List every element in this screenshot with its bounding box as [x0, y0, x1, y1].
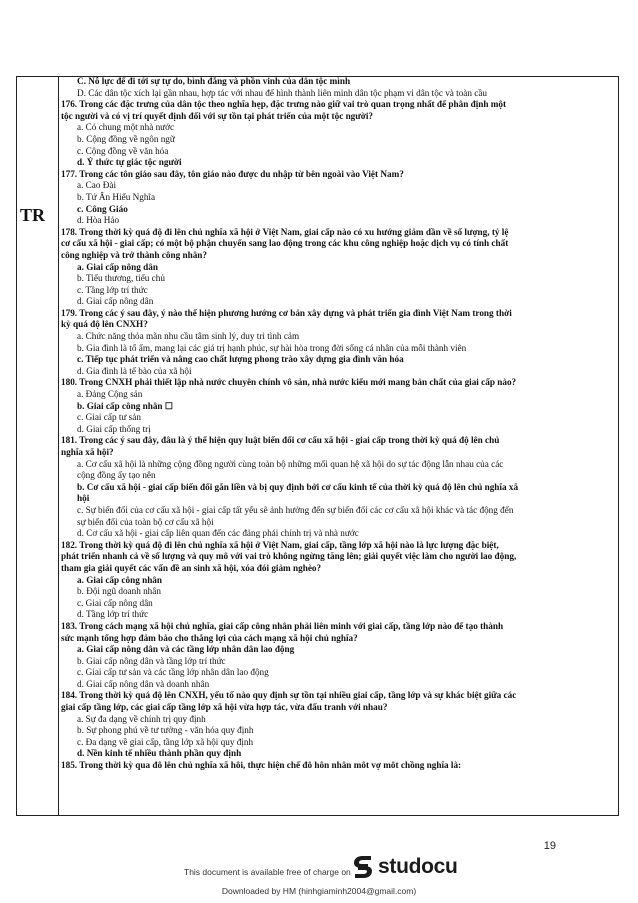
- question-line: kỳ quá độ lên CNXH?: [61, 319, 148, 330]
- footer: [0, 853, 638, 883]
- answer-option: c. Công Giáo: [77, 203, 128, 214]
- answer-option: a. Cơ cấu xã hội là những cộng đồng người cùng toàn bộ những mối quan hệ xã hội do sự tác động lẫn nhau của các: [77, 458, 504, 469]
- answer-option: c. Sự biến đổi của cơ cấu xã hội - giai cấp tất yếu sẽ ảnh hưởng đến sự biến đổi các cơ cấu xã hội khác và tác động đến: [77, 504, 514, 515]
- question-line: 182. Trong thời kỳ quá độ đi lên chủ nghĩa xã hội ở Việt Nam, giai cấp, tầng lớp xã hội nào là lực lượng đặc biệt,: [61, 539, 499, 550]
- answer-option: a. Sự đa dạng về chính trị quy định: [77, 713, 206, 724]
- answer-option: c. Tầng lớp trí thức: [77, 284, 148, 295]
- answer-option: b. Giai cấp công nhân ☐: [77, 400, 174, 411]
- answer-option: b. Đội ngũ doanh nhân: [77, 586, 161, 597]
- studocu-logo-icon: [352, 855, 374, 879]
- answer-option: b. Cộng đồng về ngôn ngữ: [77, 133, 175, 144]
- answer-option: a. Giai cấp nông dân và các tầng lớp nhân dân lao động: [77, 644, 295, 655]
- answer-option: c. Cộng đồng về văn hóa: [77, 145, 169, 156]
- answer-option: a. Đảng Cộng sản: [77, 389, 143, 400]
- answer-option: a. Giai cấp nông dân: [77, 261, 158, 272]
- answer-option: d. Nền kinh tế nhiều thành phần quy định: [77, 748, 242, 759]
- question-line: công nghiệp và trở thành công nhân?: [61, 249, 207, 260]
- answer-option: b. Sự phong phú về tư tưởng - văn hóa quy định: [77, 725, 254, 736]
- answer-option: c. Tiếp tục phát triển và nâng cao chất lượng phong trào xây dựng gia đình văn hóa: [77, 354, 404, 365]
- question-line: 184. Trong thời kỳ quá độ lên CNXH, yếu tố nào quy định sự tồn tại nhiều giai cấp, tầng lớp và sự khác biệt giữa các: [61, 690, 517, 701]
- side-column: [16, 76, 59, 816]
- answer-option: d. Tầng lớp trí thức: [77, 609, 149, 620]
- question-line: 179. Trong các ý sau đây, ý nào thể hiện phương hướng cơ bản xây dựng và phát triển gia đình Việt Nam trong thời: [61, 307, 512, 318]
- answer-option: d. Ý thức tự giác tộc người: [77, 157, 182, 168]
- question-line: tộc người và có vị trí quyết định đối với sự tồn tại phát triển của một tộc người?: [61, 110, 374, 121]
- question-line: 183. Trong cách mạng xã hội chủ nghĩa, giai cấp công nhân phải liên minh với giai cấp, tầng lớp nào để tạo thành: [61, 620, 504, 631]
- answer-option: d. Hòa Hảo: [77, 215, 120, 226]
- question-line: sức mạnh tổng hợp đảm bảo cho thắng lợi của cách mạng xã hội chủ nghĩa?: [61, 632, 358, 643]
- question-line: 177. Trong các tôn giáo sau đây, tôn giáo nào được du nhập từ bên ngoài vào Việt Nam?: [61, 168, 404, 179]
- question-line: 178. Trong thời kỳ quá độ đi lên chủ nghĩa xã hội ở Việt Nam, giai cấp nào có xu hướng giảm dần về số lượng, tỷ lệ: [61, 226, 509, 237]
- answer-option: cộng đồng ấy tạo nên: [77, 470, 156, 481]
- answer-option: c. Giai cấp tư sản và các tầng lớp nhân dân lao động: [77, 667, 269, 678]
- question-list: [61, 76, 614, 772]
- answer-option: b. Gia đình là tổ ấm, mang lại các giá trị hạnh phúc, sự hài hòa trong đời sống cá nhân của mỗi thành viên: [77, 342, 467, 353]
- studocu-logo[interactable]: [352, 855, 458, 879]
- answer-option: D. Các dân tộc xích lại gần nhau, hợp tác với nhau để hình thành liên minh dân tộc phạm vi dân tộc và toàn cầu: [77, 87, 488, 98]
- question-line: cơ cấu xã hội - giai cấp; có một bộ phận chuyển sang lao động trong các khu công nghiệp hoặc dịch vụ có tính chất: [61, 238, 509, 249]
- answer-option: b. Giai cấp nông dân và tầng lớp trí thức: [77, 655, 226, 666]
- answer-option: a. Chức năng thỏa mãn nhu cầu tâm sinh lý, duy trì tình cảm: [77, 331, 300, 342]
- answer-option: a. Cao Đài: [77, 180, 117, 191]
- answer-option: b. Cơ cấu xã hội - giai cấp biến đổi gắn liền và bị quy định bởi cơ cấu kinh tế của thời kỳ quá độ lên chủ nghĩa xã: [77, 481, 519, 492]
- answer-option: c. Giai cấp nông dân: [77, 597, 153, 608]
- answer-option: hội: [77, 493, 90, 504]
- question-line: giai cấp tầng lớp, các giai cấp tầng lớp xã hội vừa hợp tác, vừa đấu tranh với nhau?: [61, 702, 388, 713]
- answer-option: d. Giai cấp thống trị: [77, 423, 151, 434]
- question-line: nghĩa xã hội?: [61, 447, 114, 457]
- answer-option: d. Gia đình là tế bào của xã hội: [77, 365, 192, 376]
- question-line: phát triển nhanh cả về số lượng và quy mô với vai trò không ngừng tăng lên; giải quyết việc làm cho người lao động,: [61, 551, 517, 562]
- studocu-logo-text: studocu: [378, 855, 458, 878]
- footer-availability-text: This document is available free of charge on: [184, 867, 351, 877]
- answer-option: d. Giai cấp nông dân và doanh nhân: [77, 678, 210, 689]
- question-line: 185. Trong thời kỳ qua đô lên chủ nghĩa xã hôi, thực hiện chế đô hôn nhân môt vợ môt chồng nghĩa là:: [61, 760, 462, 771]
- side-label: TR: [20, 205, 46, 225]
- answer-option: b. Tiểu thương, tiểu chủ: [77, 273, 165, 284]
- answer-option: d. Cơ cấu xã hội - giai cấp liên quan đến các đảng phái chính trị và nhà nước: [77, 528, 359, 539]
- page-number: 19: [543, 840, 556, 852]
- question-line: 180. Trong CNXH phải thiết lập nhà nước chuyên chính vô sản, nhà nước kiểu mới mang bản chất của giai cấp nào?: [61, 377, 517, 388]
- answer-option: d. Giai cấp nông dân: [77, 296, 154, 307]
- question-line: 181. Trong các ý sau đây, đâu là ý thể hiện quy luật biến đổi cơ cấu xã hội - giai cấp trong thời kỳ quá độ lên chủ: [61, 435, 500, 446]
- answer-option: c. Giai cấp tư sản: [77, 412, 141, 423]
- answer-option: c. Đa dạng về giai cấp, tầng lớp xã hội quy định: [77, 736, 254, 747]
- answer-option: a. Có chung một nhà nước: [77, 122, 175, 133]
- answer-option: sự biến đổi của toàn bộ cơ cấu xã hội: [77, 516, 214, 527]
- answer-option: b. Tứ Ân Hiếu Nghĩa: [77, 191, 156, 202]
- answer-option: a. Giai cấp công nhân: [77, 574, 163, 585]
- downloaded-by-text: Downloaded by HM (hinhgiaminh2004@gmail.com): [221, 886, 417, 896]
- question-line: 176. Trong các đặc trưng của dân tộc theo nghĩa hẹp, đặc trưng nào giữ vai trò quan trọng nhất để phân định một: [61, 99, 507, 110]
- question-line: tham gia giải quyết các vấn đề an sinh xã hội, xóa đói giảm nghèo?: [61, 562, 322, 573]
- answer-option: C. Nỗ lực để đi tới sự tự do, bình đẳng và phồn vinh của dân tộc mình: [77, 76, 351, 86]
